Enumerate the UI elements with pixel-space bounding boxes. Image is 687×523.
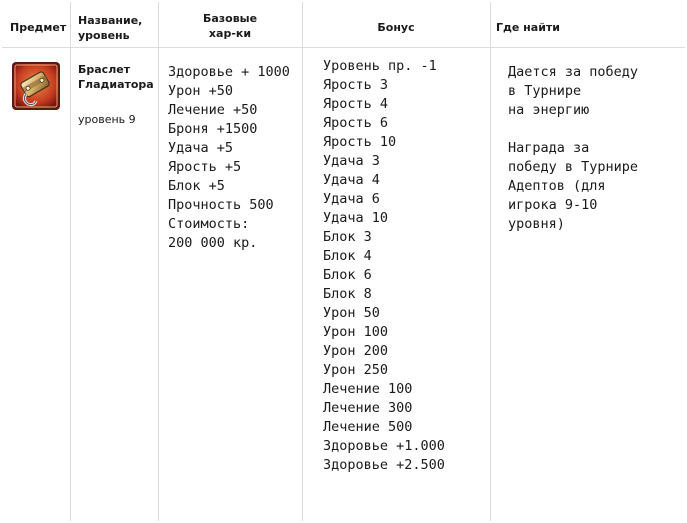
bonus-line: Лечение 500 [323,419,413,435]
bonus-line: Блок 4 [323,248,372,264]
column-divider [158,2,159,521]
where-line: игрока 9-10 [508,197,598,213]
bonus-line: Здоровье +1.000 [323,438,445,454]
bonus-line: Блок 6 [323,267,372,283]
where-line: Дается за победу [508,64,639,80]
bonus-line: Лечение 300 [323,400,413,416]
header-item: Предмет [10,21,67,34]
bonus-line: Урон 50 [323,305,380,321]
header-base-line2: хар-ки [208,27,252,40]
base-stat-line: Броня +1500 [168,121,258,137]
where-line: Награда за [508,140,590,156]
where-line: Адептов (для [508,178,606,194]
bonus-line: Удача 4 [323,172,380,188]
header-base-line1: Базовые [202,12,258,25]
where-line: на энергию [508,102,590,118]
item-level: уровень 9 [78,113,136,126]
item-name-line2: Гладиатора [78,78,154,91]
header-where: Где найти [496,21,560,34]
bonus-line: Блок 8 [323,286,372,302]
where-line: уровня) [508,216,565,232]
bonus-line: Ярость 10 [323,134,397,150]
column-divider [70,2,71,521]
bonus-line: Удача 3 [323,153,380,169]
bonus-line: Блок 3 [323,229,372,245]
base-stat-line: Стоимость: [168,216,250,232]
header-name-line1: Название, [78,14,143,27]
bonus-line: Ярость 6 [323,115,389,131]
bonus-line: Урон 250 [323,362,389,378]
bonus-line: Ярость 3 [323,77,389,93]
bonus-line: Уровень пр. -1 [323,58,437,74]
header-base-stats [158,11,302,41]
base-stat-line: Лечение +50 [168,102,258,118]
gladiator-bracelet-icon [12,62,60,110]
where-line [508,120,638,139]
bonus-line: Ярость 4 [323,96,389,112]
base-stat-line: 200 000 кр. [168,235,258,251]
header-name-level [78,13,142,43]
base-stat-line: Урон +50 [168,83,234,99]
column-divider [490,2,491,521]
item-name [78,62,154,92]
bonus-line: Удача 10 [323,210,389,226]
base-stats-list [168,63,290,253]
base-stat-line: Ярость +5 [168,159,242,175]
bonus-list [323,57,445,475]
where-line: в Турнире [508,83,582,99]
bonus-line: Урон 200 [323,343,389,359]
where-line: победу в Турнире [508,159,639,175]
bonus-line: Лечение 100 [323,381,413,397]
column-divider [302,2,303,521]
base-stat-line: Блок +5 [168,178,225,194]
base-stat-line: Удача +5 [168,140,234,156]
header-divider [2,47,685,48]
header-name-line2: уровень [78,29,130,42]
header-bonus: Бонус [377,21,415,34]
bonus-line: Удача 6 [323,191,380,207]
items-table [2,2,685,521]
base-stat-line: Здоровье + 1000 [168,64,290,80]
bonus-line: Здоровье +2.500 [323,457,445,473]
item-name-line1: Браслет [78,63,131,76]
where-list [508,63,638,234]
bonus-line: Урон 100 [323,324,389,340]
base-stat-line: Прочность 500 [168,197,274,213]
